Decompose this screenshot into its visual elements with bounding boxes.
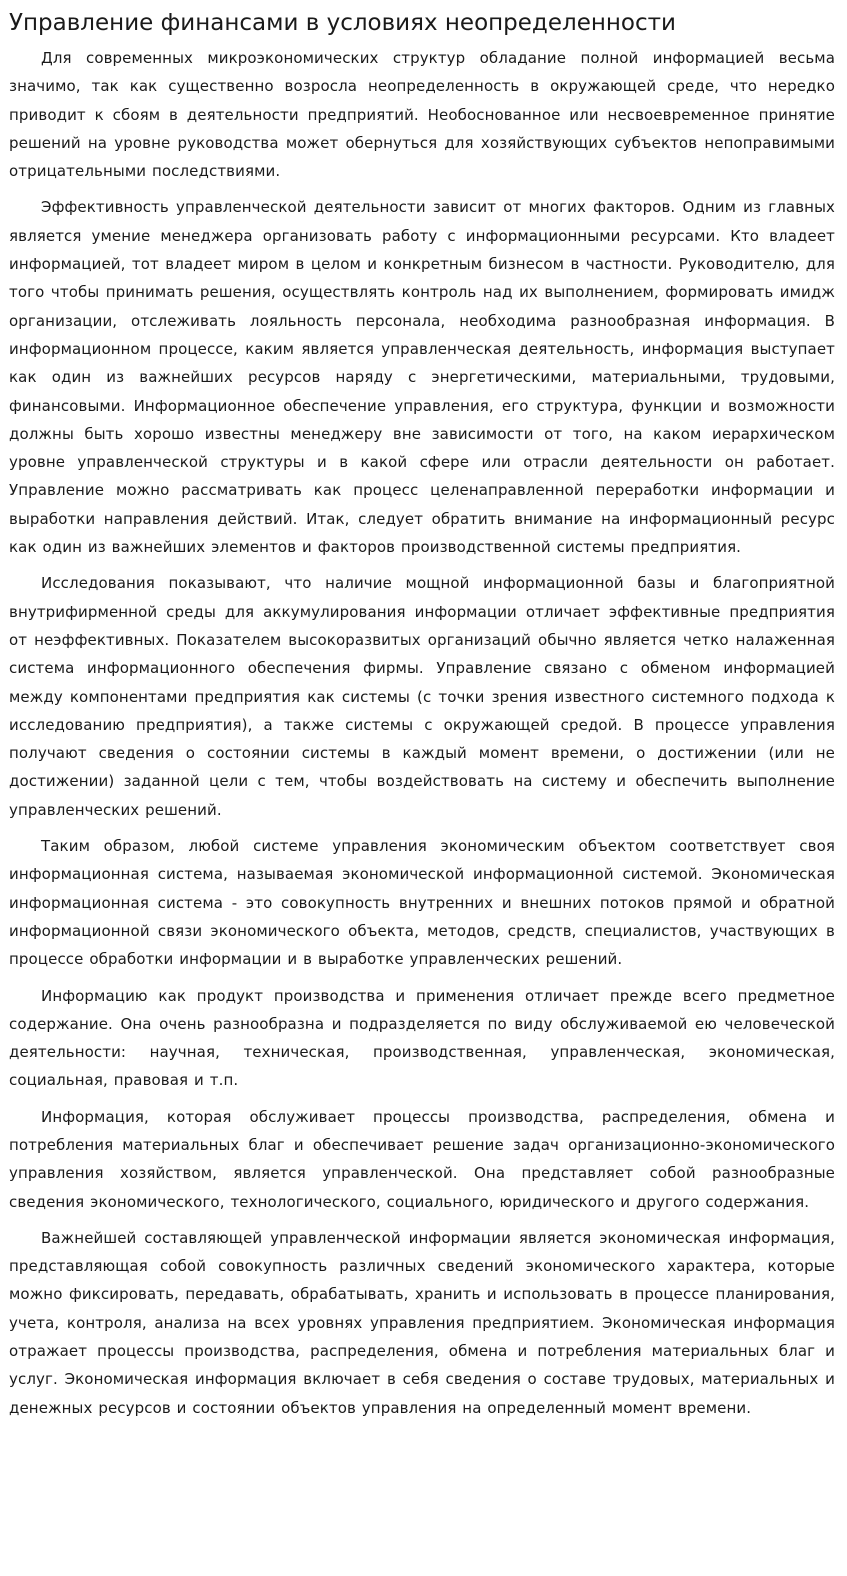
paragraph-economic-information: Важнейшей составляющей управленческой информации является экономическая информация, представляющая собой совокупность различных сведений экономического характера, которые можно фиксировать, передавать, обрабатывать, хранить и использовать в процессе планирования, учета, контроля, анализа на всех уровнях управления предприятием. Экономическая информация отражает процессы производства, распределения, обмена и потребления материальных благ и услуг. Экономическая информация включает в себя сведения о составе трудовых, материальных и денежных ресурсов и состоянии объектов управления на определенный момент времени. [9, 1228, 835, 1417]
paragraph-management-efficiency: Эффективность управленческой деятельности зависит от многих факторов. Одним из главных является умение менеджера организовать работу с информационными ресурсами. Кто владеет информацией, тот владеет миром в целом и конкретным бизнесом в частности. Руководителю, для того чтобы принимать решения, осуществлять контроль над их выполнением, формировать имидж организации, отслеживать лояльность персонала, необходима разнообразная информация. В информационном процессе, каким является управленческая деятельность, информация выступает как один из важнейших ресурсов наряду с энергетическими, материальными, трудовыми, финансовыми. Информационное обеспечение управления, его структура, функции и возможности должны быть хорошо известны менеджеру вне зависимости от того, на каком иерархическом уровне управленческой структуры и в какой сфере или отрасли деятельности он работает. Управление можно рассматривать как процесс целенаправленной переработки информации и выработки направления действий. Итак, следует обратить внимание на информационный ресурс как один из важнейших элементов и факторов производственной системы предприятия. [9, 198, 835, 557]
paragraph-information-types: Информацию как продукт производства и применения отличает прежде всего предметное содержание. Она очень разнообразна и подразделяется по виду обслуживаемой ею человеческой деятельности: научная, техническая, производственная, управленческая, экономическая, социальная, правовая и т.п. [9, 986, 835, 1090]
article-title: Управление финансами в условиях неопределенности [9, 10, 676, 36]
paragraph-uncertainty: Для современных микроэкономических структур обладание полной информацией весьма значимо, так как существенно возросла неопределенность в окружающей среде, что нередко приводит к сбоям в деятельности предприятий. Необоснованное или несвоевременное принятие решений на уровне руководства может обернуться для хозяйствующих субъектов непоправимыми отрицательными последствиями. [9, 49, 835, 181]
paragraph-information-system: Таким образом, любой системе управления экономическим объектом соответствует своя информационная система, называемая экономической информационной системой. Экономическая информационная система - это совокупность внутренних и внешних потоков прямой и обратной информационной связи экономического объекта, методов, средств, специалистов, участвующих в процессе обработки информации и в выработке управленческих решений. [9, 837, 835, 969]
paragraph-management-information: Информация, которая обслуживает процессы производства, распределения, обмена и потребления материальных благ и обеспечивает решение задач организационно-экономического управления хозяйством, является управленческой. Она представляет собой разнообразные сведения экономического, технологического, социального, юридического и другого содержания. [9, 1107, 835, 1211]
paragraph-research: Исследования показывают, что наличие мощной информационной базы и благоприятной внутрифирменной среды для аккумулирования информации отличает эффективные предприятия от неэффективных. Показателем высокоразвитых организаций обычно является четко налаженная система информационного обеспечения фирмы. Управление связано с обменом информацией между компонентами предприятия как системы (с точки зрения известного системного подхода к исследованию предприятия), а также системы с окружающей средой. В процессе управления получают сведения о состоянии системы в каждый момент времени, о достижении (или не достижении) заданной цели с тем, чтобы воздействовать на систему и обеспечить выполнение управленческих решений. [9, 574, 835, 819]
